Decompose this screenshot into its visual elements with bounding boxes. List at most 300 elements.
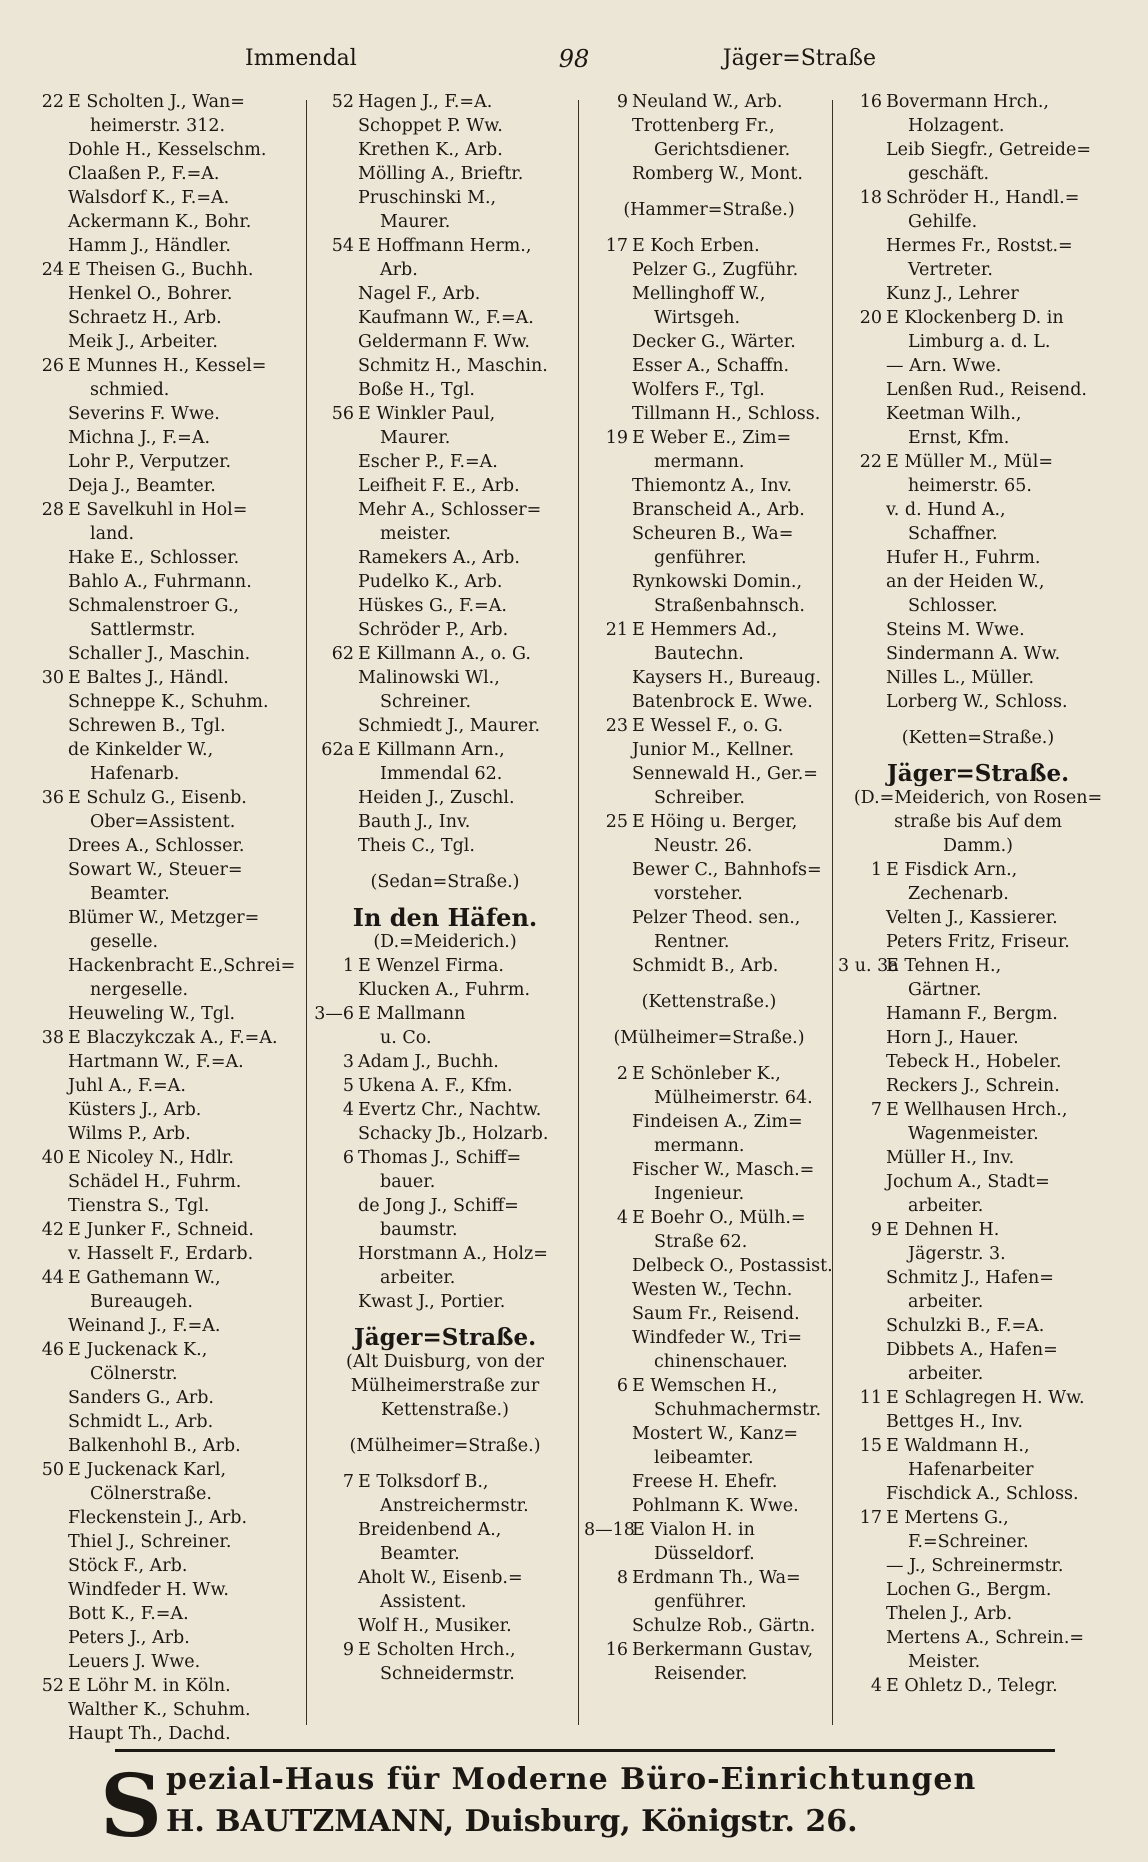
directory-entry	[20, 906, 308, 930]
directory-entry	[20, 546, 308, 570]
house-number: 50	[41, 1460, 64, 1480]
directory-entry	[310, 1218, 580, 1242]
entry-text: leibeamter.	[654, 1448, 754, 1468]
entry-text: E Nicoley N., Hdlr.	[68, 1148, 234, 1168]
entry-text: Leib Siegfr., Getreide=	[886, 140, 1092, 160]
entry-text: Wolf H., Musiker.	[358, 1616, 512, 1636]
directory-entry	[310, 1266, 580, 1290]
entry-text: Hartmann W., F.=A.	[68, 1052, 244, 1072]
entry-text: meister.	[380, 524, 451, 544]
running-head-left: Immendal	[245, 46, 357, 71]
directory-entry	[584, 1494, 834, 1518]
directory-entry	[584, 1422, 834, 1446]
directory-entry	[20, 90, 308, 114]
directory-entry	[310, 138, 580, 162]
entry-text: E Müller M., Mül=	[886, 452, 1054, 472]
directory-entry	[20, 690, 308, 714]
directory-entry	[20, 210, 308, 234]
entry-text: E Hoffmann Herm.,	[358, 236, 532, 256]
directory-entry	[20, 1266, 308, 1290]
house-number: 62	[331, 644, 354, 664]
entry-text: chinenschauer.	[654, 1352, 788, 1372]
entry-text: Thelen J., Arb.	[886, 1604, 1013, 1624]
directory-entry	[584, 450, 834, 474]
entry-text: F.=Schreiner.	[908, 1532, 1029, 1552]
directory-entry	[20, 1722, 308, 1746]
entry-text: Ingenieur.	[654, 1184, 745, 1204]
entry-text: v. d. Hund A.,	[886, 500, 1006, 520]
directory-entry	[20, 1218, 308, 1242]
house-number: 44	[41, 1268, 64, 1288]
directory-entry	[584, 1470, 834, 1494]
entry-text: Adam J., Buchh.	[358, 1052, 499, 1072]
directory-entry	[20, 1554, 308, 1578]
entry-text: Neustr. 26.	[654, 836, 753, 856]
house-number: 22	[859, 452, 882, 472]
street-heading	[310, 1326, 580, 1350]
directory-entry	[838, 1674, 1118, 1698]
entry-text: Delbeck O., Postassist.	[632, 1256, 833, 1276]
house-number: 9	[342, 1640, 354, 1660]
directory-entry	[584, 90, 834, 114]
entry-text: Heiden J., Zuschl.	[358, 788, 515, 808]
entry-text: — Arn. Wwe.	[886, 356, 1002, 376]
directory-entry	[838, 354, 1118, 378]
entry-text: Reckers J., Schrein.	[886, 1076, 1060, 1096]
directory-entry	[20, 1698, 308, 1722]
directory-entry	[310, 1122, 580, 1146]
entry-text: Gerichtsdiener.	[654, 140, 791, 160]
section-note	[838, 786, 1118, 810]
entry-text: Schmidt L., Arb.	[68, 1412, 214, 1432]
directory-entry	[20, 1602, 308, 1626]
house-number: 19	[605, 428, 628, 448]
entry-text: mermann.	[654, 452, 745, 472]
directory-entry	[838, 498, 1118, 522]
entry-text: Claaßen P., F.=A.	[68, 164, 220, 184]
section-note	[838, 726, 1118, 750]
entry-text: Mülheimerstraße zur	[350, 1376, 540, 1396]
house-number: 1	[870, 860, 882, 880]
house-number: 54	[331, 236, 354, 256]
directory-entry	[20, 138, 308, 162]
directory-entry	[584, 354, 834, 378]
entry-text: (Hammer=Straße.)	[623, 200, 795, 220]
entry-text: Pudelko K., Arb.	[358, 572, 503, 592]
entry-text: schmied.	[90, 380, 170, 400]
house-number: 62a	[321, 740, 354, 760]
entry-text: E Dehnen H.	[886, 1220, 1000, 1240]
entry-text: Immendal 62.	[380, 764, 503, 784]
directory-entry	[584, 930, 834, 954]
directory-entry	[838, 1218, 1118, 1242]
directory-entry	[20, 834, 308, 858]
entry-text: Hamann F., Bergm.	[886, 1004, 1058, 1024]
directory-entry	[310, 90, 580, 114]
directory-entry	[20, 1290, 308, 1314]
entry-text: Hake E., Schlosser.	[68, 548, 240, 568]
directory-entry	[20, 1458, 308, 1482]
directory-entry	[310, 618, 580, 642]
directory-entry	[310, 114, 580, 138]
entry-text: Ernst, Kfm.	[908, 428, 1010, 448]
directory-entry	[838, 162, 1118, 186]
directory-entry	[310, 786, 580, 810]
directory-entry	[20, 1122, 308, 1146]
directory-entry	[310, 1290, 580, 1314]
directory-entry	[584, 1134, 834, 1158]
directory-entry	[310, 570, 580, 594]
directory-entry	[20, 1674, 308, 1698]
directory-entry	[838, 666, 1118, 690]
house-number: 40	[41, 1148, 64, 1168]
directory-entry	[310, 282, 580, 306]
directory-entry	[584, 858, 834, 882]
entry-text: Krethen K., Arb.	[358, 140, 503, 160]
directory-entry	[838, 1434, 1118, 1458]
entry-text: Schmitz J., Hafen=	[886, 1268, 1054, 1288]
entry-text: geschäft.	[908, 164, 990, 184]
directory-entry	[310, 378, 580, 402]
directory-entry	[20, 354, 308, 378]
entry-text: vorsteher.	[654, 884, 743, 904]
directory-entry	[584, 762, 834, 786]
directory-entry	[584, 1566, 834, 1590]
directory-entry	[584, 1062, 834, 1086]
directory-entry	[584, 618, 834, 642]
section-note	[838, 834, 1118, 858]
directory-entry	[20, 330, 308, 354]
directory-entry	[20, 594, 308, 618]
entry-text: nergeselle.	[90, 980, 189, 1000]
directory-entry	[584, 954, 834, 978]
entry-text: u. Co.	[380, 1028, 432, 1048]
house-number: 15	[859, 1436, 882, 1456]
directory-entry	[20, 1578, 308, 1602]
entry-text: heimerstr. 312.	[90, 116, 226, 136]
directory-entry	[584, 1086, 834, 1110]
entry-text: E Wenzel Firma.	[358, 956, 504, 976]
directory-entry	[584, 1182, 834, 1206]
entry-text: Limburg a. d. L.	[908, 332, 1051, 352]
entry-text: Branscheid A., Arb.	[632, 500, 805, 520]
directory-entry	[584, 642, 834, 666]
directory-entry	[310, 642, 580, 666]
entry-text: In den Häfen.	[352, 903, 538, 932]
entry-text: Schraetz H., Arb.	[68, 308, 222, 328]
house-number: 8	[616, 1568, 628, 1588]
entry-text: E Vialon H. in	[632, 1520, 755, 1540]
entry-text: Pelzer Theod. sen.,	[632, 908, 801, 928]
entry-text: Rynkowski Domin.,	[632, 572, 803, 592]
entry-text: Kwast J., Portier.	[358, 1292, 506, 1312]
ad-headline: pezial-Haus für Moderne Büro-Einrichtungen	[166, 1762, 977, 1797]
directory-entry	[584, 330, 834, 354]
entry-text: Walsdorf K., F.=A.	[68, 188, 230, 208]
directory-entry	[310, 1542, 580, 1566]
directory-entry	[584, 1590, 834, 1614]
house-number: 22	[41, 92, 64, 112]
directory-entry	[20, 378, 308, 402]
directory-column-2	[310, 90, 580, 1730]
entry-text: Nilles L., Müller.	[886, 668, 1035, 688]
directory-entry	[584, 522, 834, 546]
entry-text: Jäger=Straße.	[886, 760, 1070, 787]
entry-text: Jägerstr. 3.	[908, 1244, 1006, 1264]
entry-text: Kaufmann W., F.=A.	[358, 308, 534, 328]
section-note	[310, 870, 580, 894]
entry-text: Hagen J., F.=A.	[358, 92, 493, 112]
entry-text: E Juckenack Karl,	[68, 1460, 227, 1480]
directory-entry	[838, 690, 1118, 714]
entry-text: E Koch Erben.	[632, 236, 760, 256]
entry-text: Schaller J., Maschin.	[68, 644, 251, 664]
directory-entry	[20, 282, 308, 306]
house-number: 28	[41, 500, 64, 520]
entry-text: baumstr.	[380, 1220, 458, 1240]
directory-entry	[310, 1566, 580, 1590]
directory-entry	[20, 162, 308, 186]
directory-entry	[20, 1338, 308, 1362]
entry-text: Hafenarbeiter	[908, 1460, 1034, 1480]
directory-entry	[838, 1242, 1118, 1266]
directory-column-3	[584, 90, 834, 1730]
entry-text: E Boehr O., Mülh.=	[632, 1208, 806, 1228]
entry-text: Gehilfe.	[908, 212, 978, 232]
entry-text: Wirtsgeh.	[654, 308, 741, 328]
entry-text: Breidenbend A.,	[358, 1520, 502, 1540]
directory-entry	[310, 1638, 580, 1662]
entry-text: Maurer.	[380, 428, 451, 448]
house-number: 23	[605, 716, 628, 736]
directory-entry	[838, 1074, 1118, 1098]
directory-entry	[20, 498, 308, 522]
entry-text: — J., Schreinermstr.	[886, 1556, 1064, 1576]
entry-text: Beamter.	[90, 884, 170, 904]
house-number: 8—18	[584, 1520, 635, 1540]
entry-text: E Killmann A., o. G.	[358, 644, 531, 664]
entry-text: Drees A., Schlosser.	[68, 836, 245, 856]
directory-entry	[584, 234, 834, 258]
entry-text: Tienstra S., Tgl.	[68, 1196, 210, 1216]
entry-text: Pohlmann K. Wwe.	[632, 1496, 799, 1516]
entry-text: Keetman Wilh.,	[886, 404, 1022, 424]
directory-entry	[838, 1650, 1118, 1674]
directory-entry	[838, 1626, 1118, 1650]
entry-text: Gärtner.	[908, 980, 982, 1000]
entry-text: Kettenstraße.)	[381, 1400, 509, 1420]
house-number: 16	[859, 92, 882, 112]
entry-text: Romberg W., Mont.	[632, 164, 803, 184]
directory-entry	[310, 402, 580, 426]
directory-entry	[584, 258, 834, 282]
entry-text: Junior M., Kellner.	[632, 740, 795, 760]
house-number: 16	[605, 1640, 628, 1660]
entry-text: (Kettenstraße.)	[641, 992, 777, 1012]
directory-entry	[838, 1602, 1118, 1626]
house-number: 9	[870, 1220, 882, 1240]
directory-entry	[838, 450, 1118, 474]
section-note	[310, 1374, 580, 1398]
entry-text: (Mülheimer=Straße.)	[349, 1436, 541, 1456]
directory-entry	[20, 1482, 308, 1506]
entry-text: Damm.)	[942, 836, 1014, 856]
directory-column-1	[20, 90, 308, 1744]
entry-text: Dohle H., Kesselschm.	[68, 140, 267, 160]
section-note	[310, 1350, 580, 1374]
entry-text: Zechenarb.	[908, 884, 1009, 904]
entry-text: Horn J., Hauer.	[886, 1028, 1019, 1048]
house-number: 24	[41, 260, 64, 280]
entry-text: Cölnerstr.	[90, 1364, 178, 1384]
directory-entry	[838, 1002, 1118, 1026]
directory-entry	[838, 1386, 1118, 1410]
entry-text: E Munnes H., Kessel=	[68, 356, 267, 376]
directory-entry	[310, 258, 580, 282]
entry-text: Sindermann A. Ww.	[886, 644, 1061, 664]
entry-text: Ramekers A., Arb.	[358, 548, 520, 568]
entry-text: Sanders G., Arb.	[68, 1388, 214, 1408]
spacer	[310, 1458, 580, 1470]
directory-entry	[310, 306, 580, 330]
directory-entry	[838, 1362, 1118, 1386]
directory-entry	[584, 738, 834, 762]
entry-text: Trottenberg Fr.,	[632, 116, 775, 136]
entry-text: Bautechn.	[654, 644, 744, 664]
directory-entry	[838, 258, 1118, 282]
spacer	[310, 1422, 580, 1434]
house-number: 18	[859, 188, 882, 208]
directory-entry	[310, 810, 580, 834]
directory-entry	[584, 834, 834, 858]
entry-text: Aholt W., Eisenb.=	[358, 1568, 523, 1588]
entry-text: Leifheit F. E., Arb.	[358, 476, 520, 496]
directory-entry	[838, 1098, 1118, 1122]
directory-entry	[584, 1110, 834, 1134]
house-number: 4	[870, 1676, 882, 1696]
entry-text: Mülheimerstr. 64.	[654, 1088, 813, 1108]
house-number: 1	[342, 956, 354, 976]
entry-text: Pruschinski M.,	[358, 188, 497, 208]
directory-entry	[20, 426, 308, 450]
entry-text: Ackermann K., Bohr.	[68, 212, 252, 232]
entry-text: Hüskes G., F.=A.	[358, 596, 507, 616]
entry-text: Klucken A., Fuhrm.	[358, 980, 531, 1000]
entry-text: Severins F. Wwe.	[68, 404, 220, 424]
entry-text: Wilms P., Arb.	[68, 1124, 191, 1144]
directory-entry	[838, 474, 1118, 498]
directory-entry	[20, 1506, 308, 1530]
directory-entry	[838, 570, 1118, 594]
directory-entry	[838, 1050, 1118, 1074]
entry-text: E Juckenack K.,	[68, 1340, 208, 1360]
entry-text: Schuhmachermstr.	[654, 1400, 822, 1420]
directory-entry	[20, 234, 308, 258]
entry-text: Tillmann H., Schloss.	[632, 404, 821, 424]
directory-entry	[838, 210, 1118, 234]
directory-entry	[838, 522, 1118, 546]
house-number: 21	[605, 620, 628, 640]
house-number: 7	[342, 1472, 354, 1492]
directory-entry	[310, 1242, 580, 1266]
page-header	[0, 44, 1148, 80]
directory-entry	[310, 474, 580, 498]
entry-text: bauer.	[380, 1172, 436, 1192]
house-number: 17	[605, 236, 628, 256]
spacer	[584, 186, 834, 198]
directory-entry	[838, 978, 1118, 1002]
entry-text: Peters Fritz, Friseur.	[886, 932, 1070, 952]
directory-entry	[20, 786, 308, 810]
entry-text: Stöck F., Arb.	[68, 1556, 188, 1576]
directory-entry	[838, 234, 1118, 258]
directory-entry	[20, 1626, 308, 1650]
footer-divider	[115, 1749, 1055, 1752]
directory-entry	[20, 402, 308, 426]
directory-entry	[584, 1446, 834, 1470]
house-number: 6	[616, 1376, 628, 1396]
entry-text: Bureaugeh.	[90, 1292, 193, 1312]
entry-text: Bahlo A., Fuhrmann.	[68, 572, 252, 592]
directory-entry	[310, 1614, 580, 1638]
directory-entry	[838, 402, 1118, 426]
entry-text: Wagenmeister.	[908, 1124, 1039, 1144]
entry-text: Windfeder W., Tri=	[632, 1328, 802, 1348]
entry-text: Maurer.	[380, 212, 451, 232]
entry-text: Neuland W., Arb.	[632, 92, 783, 112]
spacer	[584, 1050, 834, 1062]
house-number: 25	[605, 812, 628, 832]
entry-text: Ober=Assistent.	[90, 812, 236, 832]
entry-text: Vertreter.	[908, 260, 993, 280]
house-number: 36	[41, 788, 64, 808]
entry-text: Müller H., Inv.	[886, 1148, 1015, 1168]
house-number: 56	[331, 404, 354, 424]
entry-text: Horstmann A., Holz=	[358, 1244, 548, 1264]
house-number: 42	[41, 1220, 64, 1240]
entry-text: Boße H., Tgl.	[358, 380, 475, 400]
entry-text: Kunz J., Lehrer	[886, 284, 1019, 304]
entry-text: E Killmann Arn.,	[358, 740, 505, 760]
directory-entry	[310, 522, 580, 546]
entry-text: Bettges H., Inv.	[886, 1412, 1023, 1432]
house-number: 52	[331, 92, 354, 112]
entry-text: Hermes Fr., Rostst.=	[886, 236, 1073, 256]
entry-text: Bewer C., Bahnhofs=	[632, 860, 822, 880]
entry-text: Wolfers F., Tgl.	[632, 380, 765, 400]
entry-text: Haupt Th., Dachd.	[68, 1724, 231, 1744]
entry-text: Ukena A. F., Kfm.	[358, 1076, 513, 1096]
house-number: 46	[41, 1340, 64, 1360]
house-number: 11	[859, 1388, 882, 1408]
entry-text: Steins M. Wwe.	[886, 620, 1025, 640]
directory-entry	[584, 714, 834, 738]
directory-entry	[20, 1362, 308, 1386]
directory-entry	[310, 1098, 580, 1122]
directory-entry	[310, 546, 580, 570]
entry-text: Schreiner.	[380, 692, 472, 712]
directory-entry	[838, 1266, 1118, 1290]
directory-entry	[20, 1074, 308, 1098]
directory-entry	[584, 546, 834, 570]
entry-text: Sennewald H., Ger.=	[632, 764, 818, 784]
entry-text: genführer.	[654, 1592, 747, 1612]
entry-text: Assistent.	[380, 1592, 467, 1612]
entry-text: heimerstr. 65.	[908, 476, 1032, 496]
entry-text: Erdmann Th., Wa=	[632, 1568, 801, 1588]
running-head-right: Jäger=Straße	[722, 46, 876, 71]
directory-entry	[584, 306, 834, 330]
